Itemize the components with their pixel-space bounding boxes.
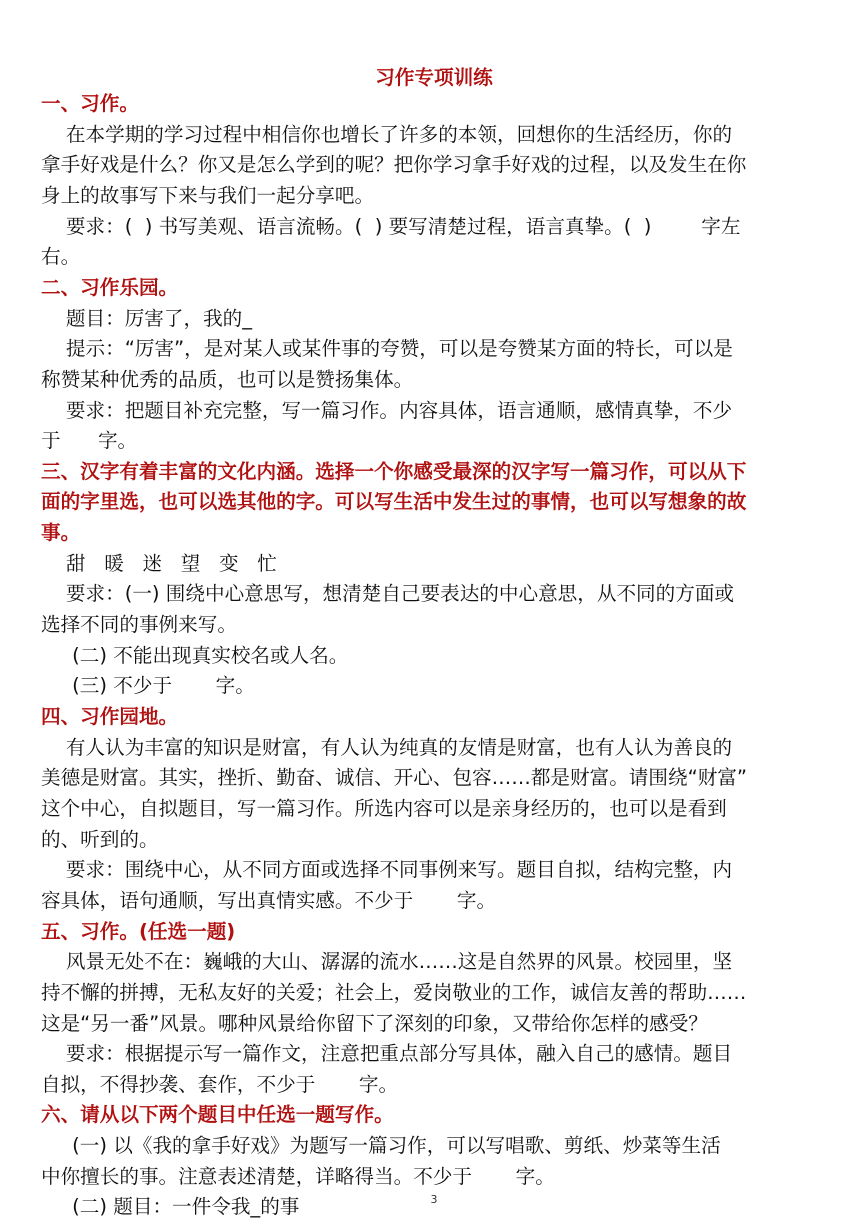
- text-line: 的、听到的。: [41, 828, 159, 851]
- text-line: 在本学期的学习过程中相信你也增长了许多的本领，回想你的生活经历，你的: [41, 123, 733, 146]
- text-line: (三) 不少于 字。: [41, 674, 255, 697]
- section-heading: 事。: [41, 521, 81, 544]
- text-line: 选择不同的事例来写。: [41, 613, 237, 636]
- text-line: 容具体，语句通顺，写出真情实感。不少于 字。: [41, 889, 497, 912]
- text-line: 提示：“厉害”，是对某人或某件事的夸赞，可以是夸赞某方面的特长，可以是: [41, 337, 733, 360]
- text-line: 持不懈的拼搏，无私友好的关爱；社会上，爱岗敬业的工作，诚信友善的帮助……: [41, 981, 747, 1004]
- section-heading: 二、习作乐园。: [41, 276, 179, 299]
- text-line: 自拟，不得抄袭、套作，不少于 字。: [41, 1073, 399, 1096]
- text-line: 要求：围绕中心，从不同方面或选择不同事例来写。题目自拟，结构完整，内: [41, 858, 733, 881]
- text-line: 称赞某种优秀的品质，也可以是赞扬集体。: [41, 368, 414, 391]
- text-line: 有人认为丰富的知识是财富，有人认为纯真的友情是财富，也有人认为善良的: [41, 736, 733, 759]
- section-heading: 四、习作园地。: [41, 705, 179, 728]
- text-line: 甜 暖 迷 望 变 忙: [41, 552, 277, 575]
- text-line: (一) 以《我的拿手好戏》为题写一篇习作，可以写唱歌、剪纸、炒菜等生活: [41, 1134, 721, 1157]
- section-heading: 六、请从以下两个题目中任选一题写作。: [41, 1103, 394, 1126]
- section-heading: 一、习作。: [41, 92, 139, 115]
- text-line: 这是“另一番”风景。哪种风景给你留下了深刻的印象，又带给你怎样的感受？: [41, 1012, 708, 1035]
- text-line: 拿手好戏是什么？你又是怎么学到的呢？把你学习拿手好戏的过程，以及发生在你: [41, 153, 747, 176]
- text-line: (二) 题目：一件令我_的事: [41, 1195, 300, 1218]
- text-line: 要求：根据提示写一篇作文，注意把重点部分写具体，融入自己的感情。题目: [41, 1042, 733, 1065]
- text-line: 要求：(一) 围绕中心意思写，想清楚自己要表达的中心意思，从不同的方面或: [41, 582, 735, 605]
- section-heading: 面的字里选，也可以选其他的字。可以写生活中发生过的事情，也可以写想象的故: [41, 490, 747, 513]
- section-heading: 三、汉字有着丰富的文化内涵。选择一个你感受最深的汉字写一篇习作，可以从下: [41, 460, 747, 483]
- text-line: (二) 不能出现真实校名或人名。: [41, 644, 349, 667]
- text-line: 右。: [41, 245, 81, 268]
- text-line: 这个中心，自拟题目，写一篇习作。所选内容可以是亲身经历的，也可以是看到: [41, 797, 727, 820]
- text-line: 题目：厉害了，我的_: [41, 307, 253, 330]
- page-number: 3: [430, 1193, 438, 1206]
- text-line: 风景无处不在：巍峨的大山、潺潺的流水……这是自然界的风景。校园里，坚: [41, 950, 733, 973]
- page-title: 习作专项训练: [375, 66, 493, 89]
- text-line: 美德是财富。其实，挫折、勤奋、诚信、开心、包容……都是财富。请围绕“财富”: [41, 766, 748, 789]
- text-line: 身上的故事写下来与我们一起分享吧。: [41, 184, 375, 207]
- text-line: 要求：把题目补充完整，写一篇习作。内容具体，语言通顺，感情真挚，不少: [41, 399, 733, 422]
- text-line: 中你擅长的事。注意表述清楚，详略得当。不少于 字。: [41, 1165, 555, 1188]
- text-line: 于 字。: [41, 429, 138, 452]
- section-heading: 五、习作。(任选一题): [41, 920, 236, 943]
- text-line: 要求：( ) 书写美观、语言流畅。( ) 要写清楚过程，语言真挚。( ) 字左: [41, 215, 741, 238]
